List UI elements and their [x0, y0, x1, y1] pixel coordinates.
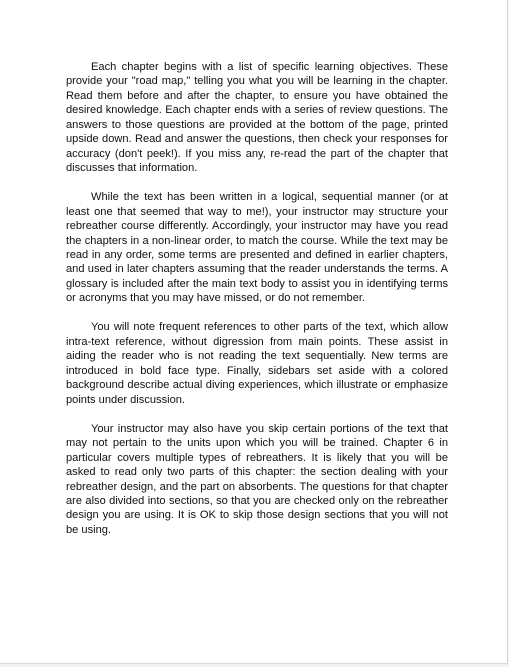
paragraph-text-references: You will note frequent references to other parts of the text, which allow intra-text reference, without digression from main points. These assist in aiding the reader who is not reading the text sequentially. New terms are introduced in bold face type. Finally, sidebars set aside with a colored background describe actual diving experiences, which illustrate or emphasize points under discussion. [66, 321, 448, 406]
paragraph-learning-objectives: Each chapter begins with a list of specific learning objectives. These provide your "road map," telling you what you will be learning in the chapter. Read them before and after the chapter, to ensure you have obtained the desired knowledge. Each chapter ends with a series of review questions. The answers to those questions are provided at the bottom of the page, printed upside down. Read and answer the questions, then check your responses for accuracy (don't peek!). If you miss any, re-read the part of the chapter that discusses that information. [66, 61, 448, 175]
paragraph-skipping-sections: Your instructor may also have you skip certain portions of the text that may not pertain to the units upon which you will be trained. Chapter 6 in particular covers multiple types of rebreathers. It is likely that you will be asked to read only two parts of this chapter: the section dealing with your rebreather design, and the part on absorbents. The questions for that chapter are also divided into sections, so that you are checked only on the rebreather design you are using. It is OK to skip those design sections that you will not be using. [66, 422, 448, 536]
paragraph-course-structure: While the text has been written in a logical, sequential manner (or at least one that seemed that way to me!), your instructor may structure your rebreather course differently. Accordingly, your instructor may have you read the chapters in a non-linear order, to match the course. While the text may be read in any order, some terms are presented and defined in earlier chapters, and used in later chapters assuming that the reader understands the terms. A glossary is included after the main text body to assist you in identifying terms or acronyms that you may have missed, or do not remember. [66, 191, 448, 305]
body-text [66, 60, 448, 537]
